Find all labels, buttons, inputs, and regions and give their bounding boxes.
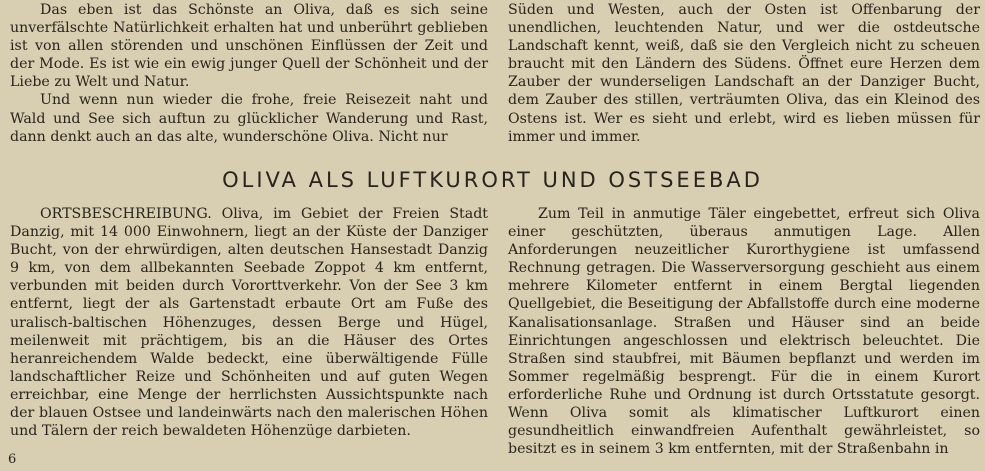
paragraph: ORTSBESCHREIBUNG. Oliva, im Gebiet der Freien Stadt Danzig, mit 14 000 Einwohnern, liegt an der Küste der Danziger Bucht, von der ehrwürdigen, alten deutschen Hansestadt Danzig 9 km, von dem allbekannten Seebade Zoppot 4 km entfernt, verbunden mit beiden durch Vororttverkehr. Von der See 3 km entfernt, liegt der als Gartenstadt erbaute Ort am Fuße des uralisch-baltischen Höhenzuges, dessen Berge und Hügel, meilenweit mit prächtigem, bis an die Häuser des Ortes heranreichendem Walde bedeckt, eine überwältigende Fülle landschaftlicher Reize und Schönheiten und auf guten Wegen erreichbar, eine Menge der herrlichsten Aussichtspunkte nach der blauen Ostsee und landeinwärts nach den malerischen Höhen und Tälern der reich bewaldeten Höhenzüge darbieten. xyxy=(10,206,488,440)
bottom-left-column xyxy=(10,205,488,440)
section-heading: OLIVA ALS LUFTKURORT UND OSTSEEBAD xyxy=(222,168,763,192)
paragraph: Und wenn nun wieder die frohe, freie Reisezeit naht und Wald und See sich auftun zu glücklicher Wanderung und Rast, dann denkt auch an das alte, wunderschöne Oliva. Nicht nur xyxy=(10,92,488,145)
bottom-right-column xyxy=(508,205,980,458)
paragraph: Zum Teil in anmutige Täler eingebettet, erfreut sich Oliva einer geschützten, überaus anmutigen Lage. Allen Anforderungen neuzeitlicher Kurorthygiene ist umfassend Rechnung getragen. Die Wasserversorgung geschieht aus einem mehrere Kilometer entfernt in einem Bergtal liegenden Quellgebiet, die Beseitigung der Abfallstoffe durch eine moderne Kanalisationsanlage. Straßen und Häuser sind an beide Einrichtungen angeschlossen und elektrisch beleuchtet. Die Straßen sind staubfrei, mit Bäumen bepflanzt und werden im Sommer regelmäßig besprengt. Für die in einem Kurort erforderliche Ruhe und Ordnung ist durch Ortsstatute gesorgt. Wenn Oliva somit als klimatischer Luftkurort einen gesundheitlich einwandfreien Aufenthalt gewährleistet, so besitzt es in seinem 3 km entfernten, mit der Straßenbahn in xyxy=(508,206,980,458)
top-left-column xyxy=(10,1,488,146)
paragraph: Das eben ist das Schönste an Oliva, daß es sich seine unverfälschte Natürlichkeit erhalten hat und unberührt geblieben ist von allen störenden und unschönen Einflüssen der Zeit und der Mode. Es ist wie ein ewig junger Quell der Schönheit und der Liebe zu Welt und Natur. xyxy=(10,2,488,91)
paragraph: Süden und Westen, auch der Osten ist Offenbarung der unendlichen, leuchtenden Natur, und wer die ostdeutsche Landschaft kennt, weiß, daß sie den Vergleich nicht zu scheuen braucht mit den Ländern des Südens. Öffnet eure Herzen dem Zauber der wunderseligen Landschaft an der Danziger Bucht, dem Zauber des stillen, verträumten Oliva, das ein Kleinod des Ostens ist. Wer es sieht und erlebt, wird es lieben müssen für immer und immer. xyxy=(508,2,980,145)
top-right-column xyxy=(508,1,980,146)
page-number: 6 xyxy=(8,452,17,467)
